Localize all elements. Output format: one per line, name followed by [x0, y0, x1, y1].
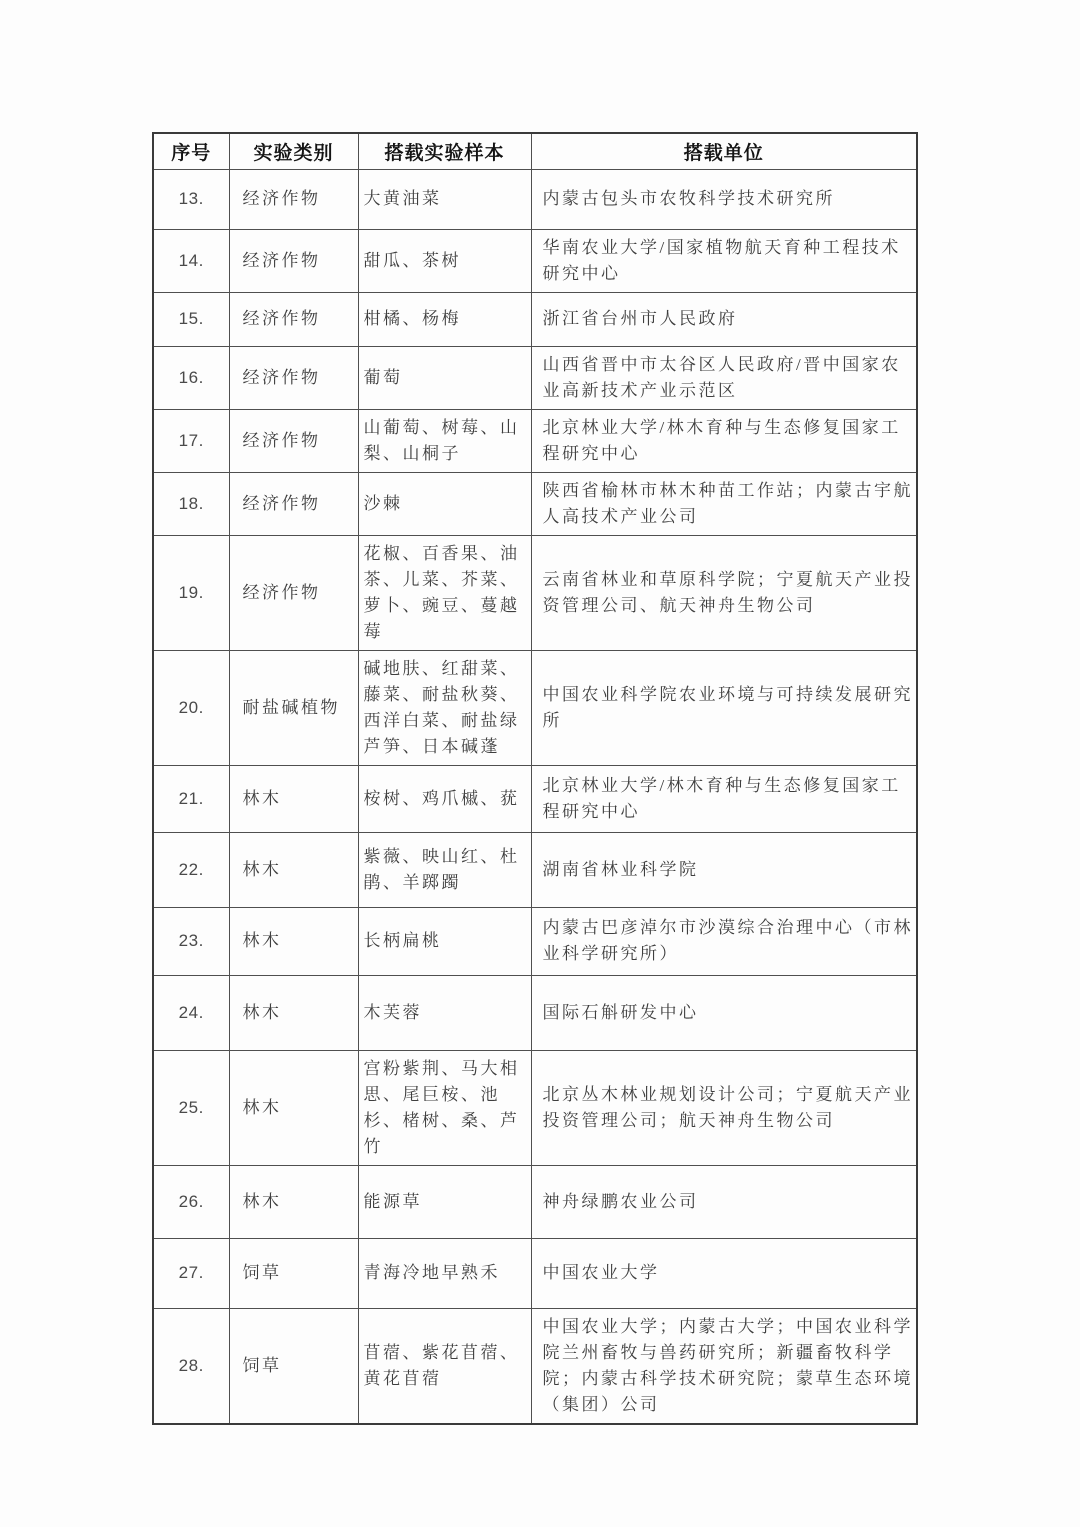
sample-cell: 长柄扁桃: [358, 907, 531, 975]
row-number-cell: 18.: [153, 472, 229, 535]
unit-cell: 神舟绿鹏农业公司: [531, 1165, 917, 1238]
unit-cell: 华南农业大学/国家植物航天育种工程技术研究中心: [531, 229, 917, 292]
row-number-cell: 23.: [153, 907, 229, 975]
row-number-cell: 22.: [153, 832, 229, 907]
col-header-number: 序号: [153, 133, 229, 169]
category-cell: 林木: [229, 975, 358, 1050]
category-cell: 林木: [229, 1165, 358, 1238]
category-cell: 经济作物: [229, 346, 358, 409]
row-number-cell: 26.: [153, 1165, 229, 1238]
row-number-cell: 15.: [153, 292, 229, 346]
sample-cell: 柑橘、杨梅: [358, 292, 531, 346]
row-number-cell: 28.: [153, 1308, 229, 1424]
unit-cell: 中国农业大学: [531, 1238, 917, 1308]
table-row: [153, 1165, 917, 1238]
unit-cell: 国际石斛研发中心: [531, 975, 917, 1050]
sample-cell: 沙棘: [358, 472, 531, 535]
sample-cell: 木芙蓉: [358, 975, 531, 1050]
table-row: [153, 472, 917, 535]
table-row: [153, 1050, 917, 1165]
category-cell: 耐盐碱植物: [229, 650, 358, 765]
sample-cell: 桉树、鸡爪槭、莸: [358, 765, 531, 832]
sample-cell: 花椒、百香果、油茶、儿菜、芥菜、萝卜、豌豆、蔓越莓: [358, 535, 531, 650]
category-cell: 经济作物: [229, 169, 358, 229]
table-row: [153, 409, 917, 472]
row-number-cell: 21.: [153, 765, 229, 832]
unit-cell: 内蒙古包头市农牧科学技术研究所: [531, 169, 917, 229]
table-row: [153, 832, 917, 907]
sample-cell: 大黄油菜: [358, 169, 531, 229]
payload-experiment-table: [152, 132, 918, 1425]
sample-cell: 葡萄: [358, 346, 531, 409]
sample-cell: 宫粉紫荆、马大相思、尾巨桉、池杉、楮树、桑、芦竹: [358, 1050, 531, 1165]
col-header-category: 实验类别: [229, 133, 358, 169]
col-header-unit: 搭载单位: [531, 133, 917, 169]
row-number-cell: 16.: [153, 346, 229, 409]
sample-cell: 紫薇、映山红、杜鹃、羊踯躅: [358, 832, 531, 907]
table-body: [153, 169, 917, 1424]
category-cell: 林木: [229, 832, 358, 907]
table-row: [153, 765, 917, 832]
category-cell: 经济作物: [229, 229, 358, 292]
col-header-sample: 搭载实验样本: [358, 133, 531, 169]
row-number-cell: 19.: [153, 535, 229, 650]
unit-cell: 北京林业大学/林木育种与生态修复国家工程研究中心: [531, 409, 917, 472]
category-cell: 林木: [229, 1050, 358, 1165]
unit-cell: 浙江省台州市人民政府: [531, 292, 917, 346]
row-number-cell: 25.: [153, 1050, 229, 1165]
unit-cell: 内蒙古巴彦淖尔市沙漠综合治理中心（市林业科学研究所）: [531, 907, 917, 975]
sample-cell: 碱地肤、红甜菜、藤菜、耐盐秋葵、西洋白菜、耐盐绿芦笋、日本碱蓬: [358, 650, 531, 765]
row-number-cell: 14.: [153, 229, 229, 292]
table-row: [153, 975, 917, 1050]
category-cell: 经济作物: [229, 472, 358, 535]
table-row: [153, 650, 917, 765]
sample-cell: 青海冷地早熟禾: [358, 1238, 531, 1308]
table-header: [153, 133, 917, 169]
unit-cell: 中国农业大学；内蒙古大学；中国农业科学院兰州畜牧与兽药研究所；新疆畜牧科学院；内蒙古科学技术研究院；蒙草生态环境（集团）公司: [531, 1308, 917, 1424]
unit-cell: 北京林业大学/林木育种与生态修复国家工程研究中心: [531, 765, 917, 832]
table-row: [153, 169, 917, 229]
category-cell: 林木: [229, 765, 358, 832]
table-row: [153, 907, 917, 975]
unit-cell: 云南省林业和草原科学院；宁夏航天产业投资管理公司、航天神舟生物公司: [531, 535, 917, 650]
header-row: [153, 133, 917, 169]
table-row: [153, 292, 917, 346]
category-cell: 经济作物: [229, 409, 358, 472]
table-row: [153, 535, 917, 650]
row-number-cell: 17.: [153, 409, 229, 472]
unit-cell: 北京丛木林业规划设计公司；宁夏航天产业投资管理公司；航天神舟生物公司: [531, 1050, 917, 1165]
unit-cell: 山西省晋中市太谷区人民政府/晋中国家农业高新技术产业示范区: [531, 346, 917, 409]
unit-cell: 中国农业科学院农业环境与可持续发展研究所: [531, 650, 917, 765]
row-number-cell: 27.: [153, 1238, 229, 1308]
table-row: [153, 346, 917, 409]
sample-cell: 苜蓿、紫花苜蓿、黄花苜蓿: [358, 1308, 531, 1424]
row-number-cell: 13.: [153, 169, 229, 229]
row-number-cell: 24.: [153, 975, 229, 1050]
table-row: [153, 229, 917, 292]
unit-cell: 陕西省榆林市林木种苗工作站；内蒙古宇航人高技术产业公司: [531, 472, 917, 535]
table-row: [153, 1308, 917, 1424]
sample-cell: 能源草: [358, 1165, 531, 1238]
category-cell: 经济作物: [229, 292, 358, 346]
sample-cell: 山葡萄、树莓、山梨、山桐子: [358, 409, 531, 472]
unit-cell: 湖南省林业科学院: [531, 832, 917, 907]
category-cell: 经济作物: [229, 535, 358, 650]
table-row: [153, 1238, 917, 1308]
row-number-cell: 20.: [153, 650, 229, 765]
category-cell: 林木: [229, 907, 358, 975]
category-cell: 饲草: [229, 1238, 358, 1308]
sample-cell: 甜瓜、茶树: [358, 229, 531, 292]
category-cell: 饲草: [229, 1308, 358, 1424]
